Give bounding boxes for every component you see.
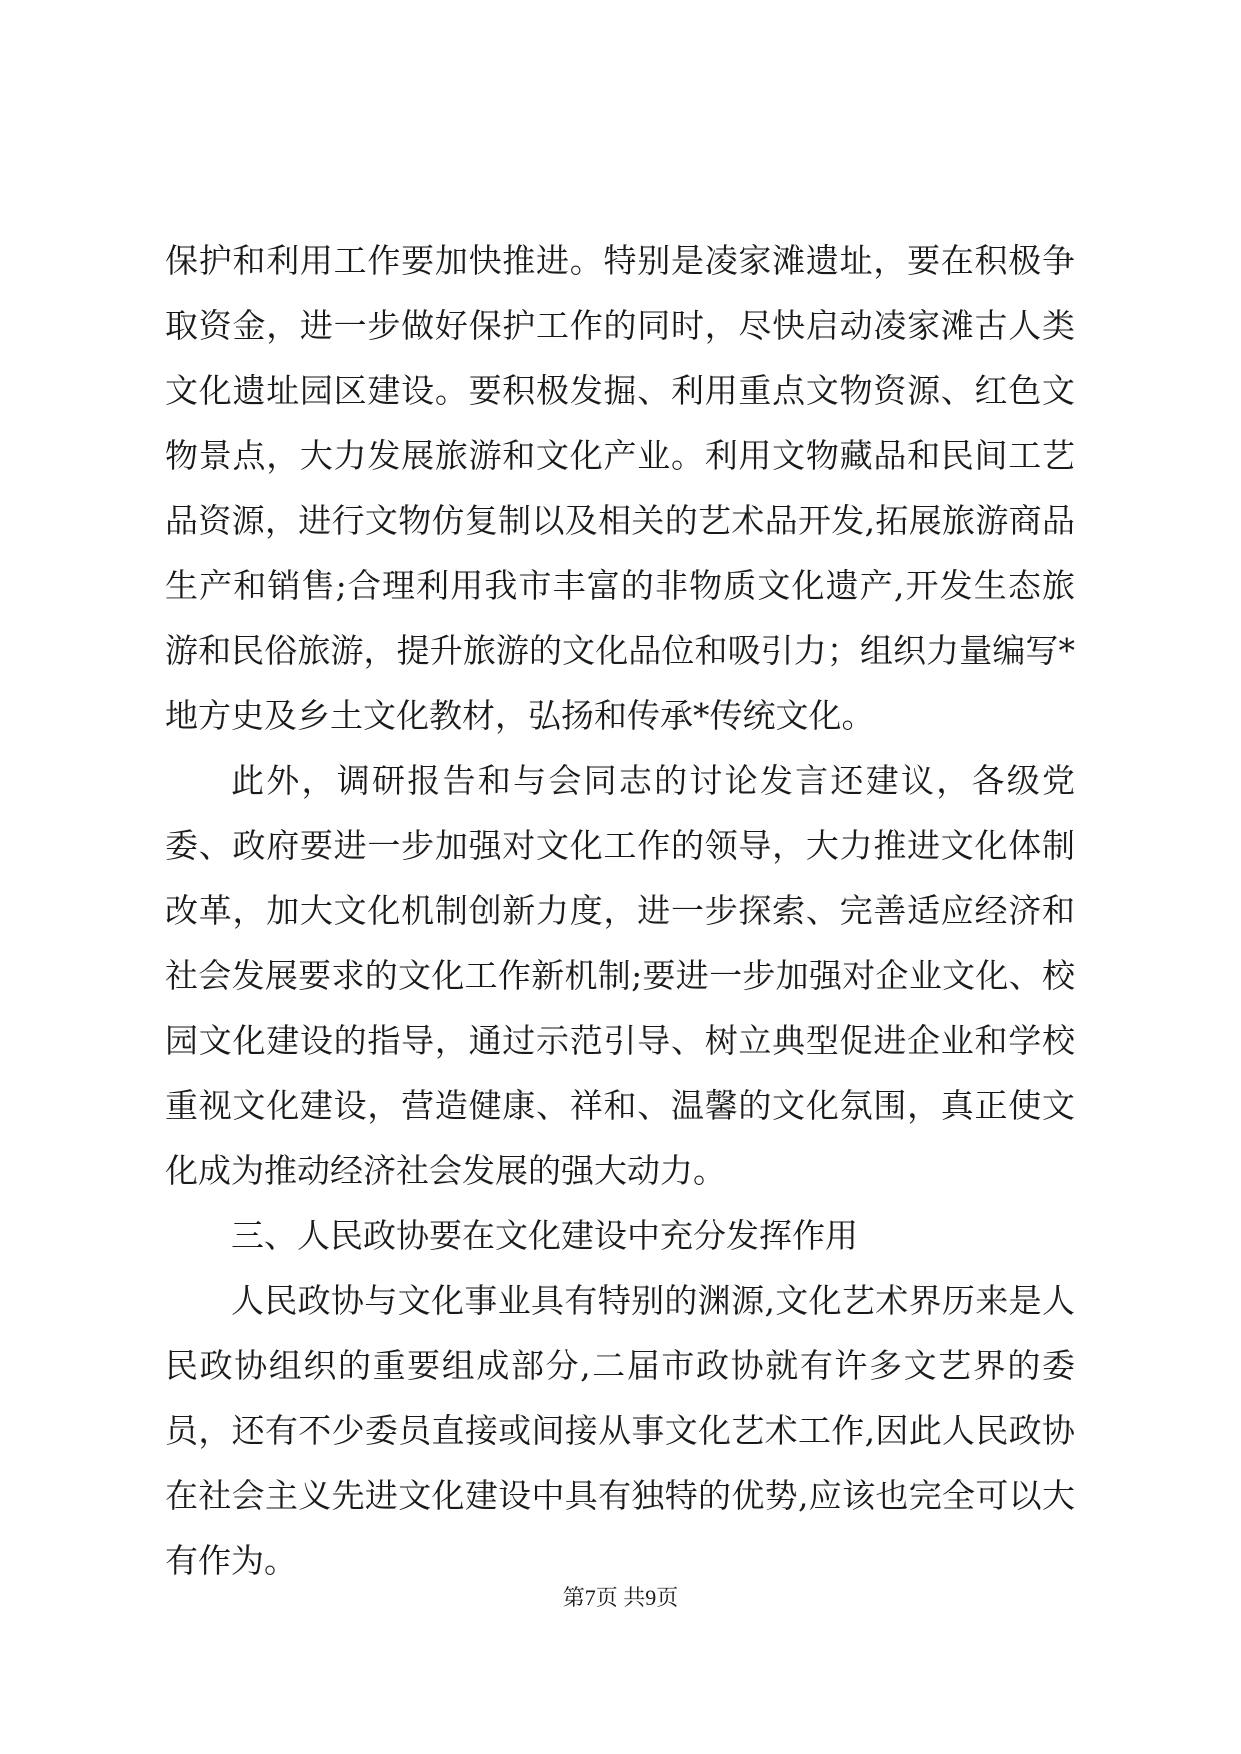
paragraph-cppcc: 人民政协与文化事业具有特别的渊源,文化艺术界历来是人民政协组织的重要组成部分,二届市政协就有许多文艺界的委员，还有不少委员直接或间接从事文化艺术工作,因此人民政协在社会主义先进文化建设中具有独特的优势,应该也完全可以大有作为。 xyxy=(165,1281,1075,1580)
document-body xyxy=(165,228,1075,1593)
paragraph-suggestions: 此外，调研报告和与会同志的讨论发言还建议，各级党委、政府要进一步加强对文化工作的领导，大力推进文化体制改革，加大文化机制创新力度，进一步探索、完善适应经济和社会发展要求的文化工作新机制;要进一步加强对企业文化、校园文化建设的指导，通过示范引导、树立典型促进企业和学校重视文化建设，营造健康、祥和、温馨的文化氛围，真正使文化成为推动经济社会发展的强大动力。 xyxy=(165,761,1075,1190)
paragraph-continued: 保护和利用工作要加快推进。特别是凌家滩遗址，要在积极争取资金，进一步做好保护工作的同时，尽快启动凌家滩古人类文化遗址园区建设。要积极发掘、利用重点文物资源、红色文物景点，大力发展旅游和文化产业。利用文物藏品和民间工艺品资源，进行文物仿复制以及相关的艺术品开发,拓展旅游商品生产和销售;合理利用我市丰富的非物质文化遗产,开发生态旅游和民俗旅游，提升旅游的文化品位和吸引力；组织力量编写*地方史及乡土文化教材，弘扬和传承*传统文化。 xyxy=(165,241,1075,735)
section-heading: 三、人民政协要在文化建设中充分发挥作用 xyxy=(231,1216,858,1255)
page-footer: 第7页 共9页 xyxy=(562,1585,679,1610)
